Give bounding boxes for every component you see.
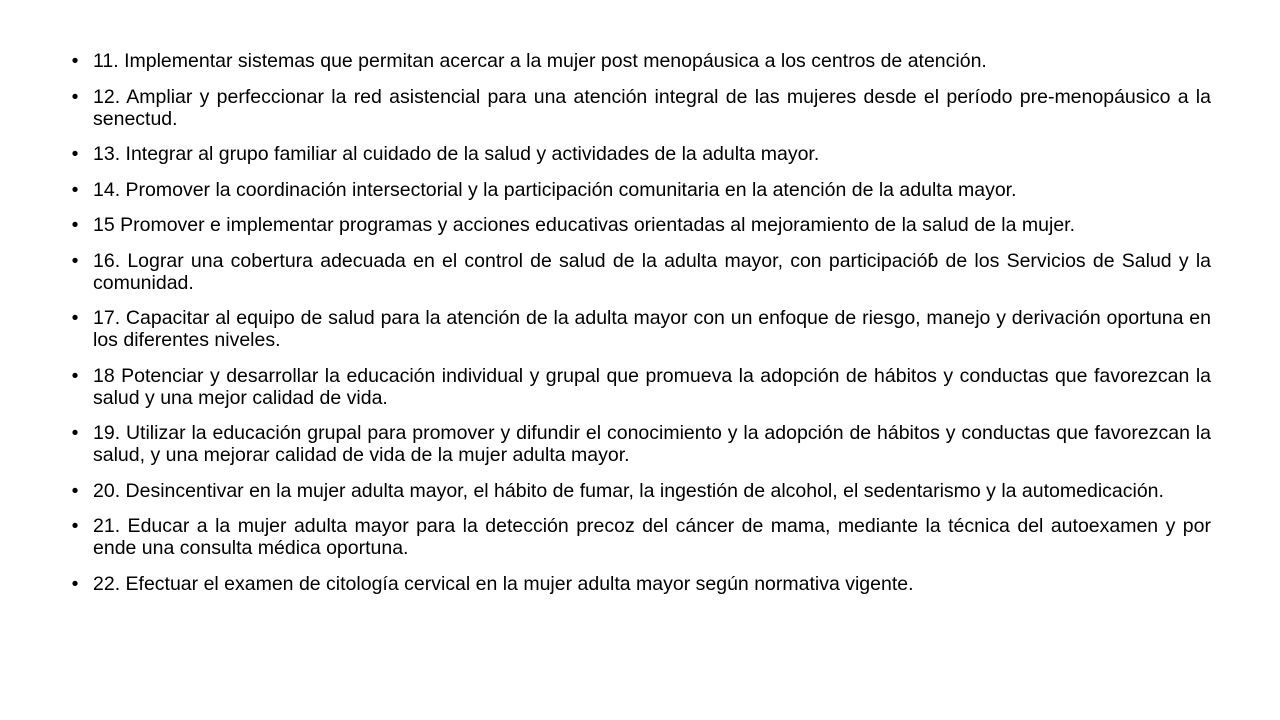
bullet-text: 22. Efectuar el examen de citología cervical en la mujer adulta mayor según normativa vigente. — [93, 572, 914, 595]
bullet-item-16 — [71, 249, 1211, 294]
bullet-item-13 — [71, 143, 1211, 165]
bullet-item-17 — [71, 307, 1211, 351]
bullet-dot-icon: • — [71, 214, 79, 236]
bullet-text: 18 Potenciar y desarrollar la educación individual y grupal que promueva la adopción de hábitos y conductas que favorezcan la salud y una mejor calidad de vida. — [93, 364, 1211, 409]
bullet-text: 19. Utilizar la educación grupal para promover y difundir el conocimiento y la adopción de hábitos y conductas que favorezcan la salud, y una mejorar calidad de vida de la mujer adulta mayor. — [93, 422, 1211, 466]
bullet-item-11 — [71, 50, 1211, 72]
bullet-list — [71, 50, 1211, 595]
bullet-dot-icon: • — [71, 422, 79, 444]
bullet-text: 11. Implementar sistemas que permitan acercar a la mujer post menopáusica a los centros de atención. — [93, 50, 987, 72]
bullet-item-12 — [71, 85, 1211, 130]
bullet-item-14 — [71, 178, 1211, 201]
bullet-item-22 — [71, 572, 1211, 595]
bullet-item-18 — [71, 364, 1211, 409]
bullet-dot-icon: • — [71, 178, 79, 201]
bullet-dot-icon: • — [71, 249, 79, 272]
bullet-dot-icon: • — [71, 143, 79, 165]
bullet-text: 13. Integrar al grupo familiar al cuidado de la salud y actividades de la adulta mayor. — [93, 143, 820, 165]
bullet-text: 12. Ampliar y perfeccionar la red asistencial para una atención integral de las mujeres desde el período pre-menopáusico a la senectud. — [93, 85, 1211, 130]
bullet-dot-icon: • — [71, 364, 79, 387]
bullet-item-15 — [71, 214, 1211, 236]
bullet-text: 14. Promover la coordinación intersectorial y la participación comunitaria en la atención de la adulta mayor. — [93, 178, 1017, 201]
bullet-text: 16. Lograr una cobertura adecuada en el control de salud de la adulta mayor, con participacióɓ de los Servicios de Salud y la comunidad. — [93, 249, 1211, 294]
bullet-dot-icon: • — [71, 479, 79, 502]
bullet-item-19 — [71, 422, 1211, 466]
bullet-text: 21. Educar a la mujer adulta mayor para la detección precoz del cáncer de mama, mediante la técnica del autoexamen y por ende una consulta médica oportuna. — [93, 515, 1211, 559]
bullet-dot-icon: • — [71, 572, 79, 595]
bullet-dot-icon: • — [71, 50, 79, 72]
bullet-text: 15 Promover e implementar programas y acciones educativas orientadas al mejoramiento de la salud de la mujer. — [93, 214, 1075, 236]
bullet-item-20 — [71, 479, 1211, 502]
bullet-item-21 — [71, 515, 1211, 559]
bullet-dot-icon: • — [71, 515, 79, 537]
bullet-dot-icon: • — [71, 307, 79, 329]
bullet-text: 20. Desincentivar en la mujer adulta mayor, el hábito de fumar, la ingestión de alcohol, el sedentarismo y la automedicación. — [93, 479, 1164, 502]
bullet-text: 17. Capacitar al equipo de salud para la atención de la adulta mayor con un enfoque de riesgo, manejo y derivación oportuna en los diferentes niveles. — [93, 307, 1211, 351]
bullet-dot-icon: • — [71, 85, 79, 108]
